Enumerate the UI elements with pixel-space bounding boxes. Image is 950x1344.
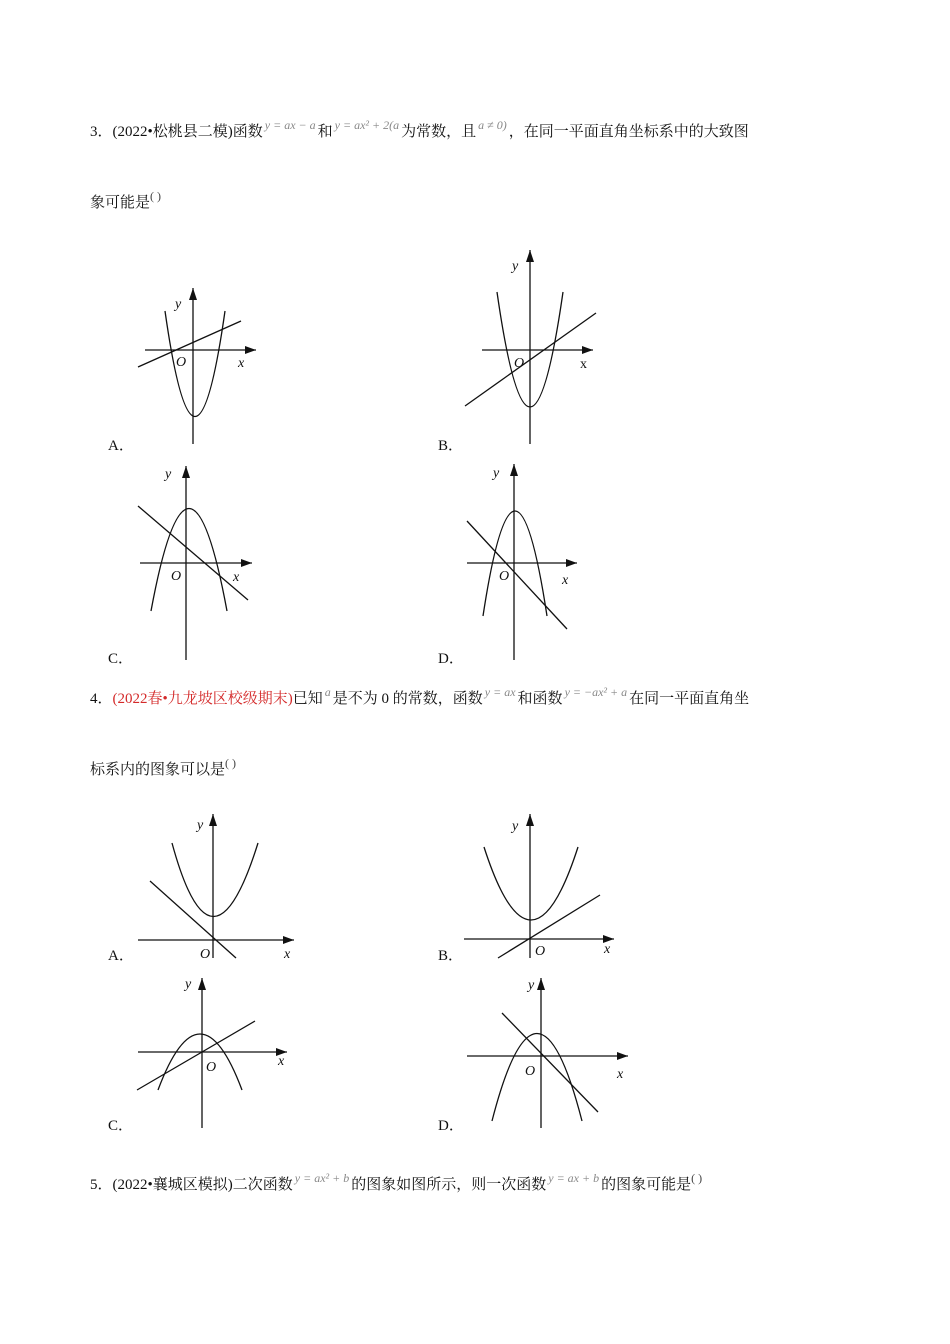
q3-number: 3． [90, 124, 113, 140]
q4-option-a[interactable]: A． [108, 948, 134, 964]
origin-label: O [200, 947, 211, 962]
q3-option-b[interactable]: B． [438, 438, 464, 454]
q3-source: (2022•松桃县二模) [112, 124, 233, 140]
q3-line-1 [90, 118, 749, 142]
q4-answer-paren: ( ) [225, 756, 237, 770]
q4-source: (2022春•九龙坡区校级期末) [112, 691, 293, 707]
axis-label-y: y [185, 977, 192, 992]
origin-label: O [535, 944, 546, 959]
axis-label-y: y [197, 818, 204, 833]
q4-text-3: 和函数 [517, 691, 563, 707]
axis-label-x: x [284, 947, 291, 962]
q4-line-2 [90, 756, 237, 780]
axis-label-x: x [617, 1067, 624, 1082]
q5-number: 5． [90, 1177, 113, 1193]
q5-text-3: 的图象可能是 [601, 1177, 692, 1193]
q5-formula-quadratic: y = ax² + b [294, 1171, 350, 1185]
axis-label-y: y [493, 466, 500, 481]
q4-graph-c [130, 970, 295, 1130]
axis-label-x: x [238, 356, 245, 371]
q4-line-1 [90, 685, 750, 709]
q3-option-d[interactable]: D． [438, 651, 464, 667]
q3-answer-paren: ( ) [150, 189, 162, 203]
q4-option-c[interactable]: C． [108, 1118, 134, 1134]
q4-graph-d [460, 970, 630, 1130]
q4-text-4: 在同一平面直角坐 [629, 691, 750, 707]
q3-formula-condition: a ≠ 0) [478, 118, 507, 132]
q3-formula-quadratic: y = ax² + 2(a [334, 118, 400, 132]
q4-text-5: 标系内的图象可以是 [90, 762, 226, 778]
q5-source: (2022•襄城区模拟) [112, 1177, 233, 1193]
origin-label: O [499, 569, 510, 584]
axis-label-x: x [562, 573, 569, 588]
q3-option-c[interactable]: C． [108, 651, 134, 667]
q4-graph-b [460, 810, 620, 960]
origin-label: O [176, 355, 187, 370]
q3-graph-d [460, 460, 585, 665]
axis-label-y: y [512, 819, 519, 834]
origin-label: O [206, 1060, 217, 1075]
origin-label: O [525, 1064, 536, 1079]
q3-text-2: 和 [317, 124, 333, 140]
q3-graph-a [130, 280, 270, 450]
q3-graph-b [460, 245, 605, 450]
q4-formula-a: a [324, 685, 331, 699]
q5-text-2: 的图象如图所示，则一次函数 [351, 1177, 547, 1193]
axis-label-x: x [278, 1054, 285, 1069]
q3-text-5: 象可能是 [90, 195, 151, 211]
q3-formula-linear: y = ax − a [264, 118, 316, 132]
axis-label-y: y [528, 978, 535, 993]
q4-text-1: 已知 [292, 691, 323, 707]
axis-label-x: x [604, 942, 611, 957]
q3-text-3: 为常数，且 [401, 124, 477, 140]
q3-text-4: ，在同一平面直角坐标系中的大致图 [508, 124, 749, 140]
q3-graph-c [130, 460, 260, 665]
q3-line-2 [90, 189, 162, 213]
origin-label: O [514, 356, 525, 371]
axis-label-y: y [165, 467, 172, 482]
q3-text-1: 函数 [232, 124, 263, 140]
q4-formula-linear: y = ax [484, 685, 516, 699]
q5-formula-linear: y = ax + b [548, 1171, 600, 1185]
q4-option-b[interactable]: B． [438, 948, 464, 964]
q4-formula-quadratic: y = −ax² + a [564, 685, 628, 699]
axis-label-x-upright: x [580, 357, 587, 372]
q4-text-2: 是不为 0 的常数，函数 [332, 691, 483, 707]
origin-label: O [171, 569, 182, 584]
q5-text-1: 二次函数 [232, 1177, 293, 1193]
q3-option-a[interactable]: A． [108, 438, 134, 454]
q4-option-d[interactable]: D． [438, 1118, 464, 1134]
axis-label-y: y [512, 259, 519, 274]
q4-graph-a [130, 805, 300, 965]
axis-label-x: x [233, 570, 240, 585]
axis-label-y: y [175, 297, 182, 312]
q4-number: 4． [90, 691, 113, 707]
q5-line-1 [90, 1171, 703, 1195]
q5-answer-paren: ( ) [691, 1171, 703, 1185]
